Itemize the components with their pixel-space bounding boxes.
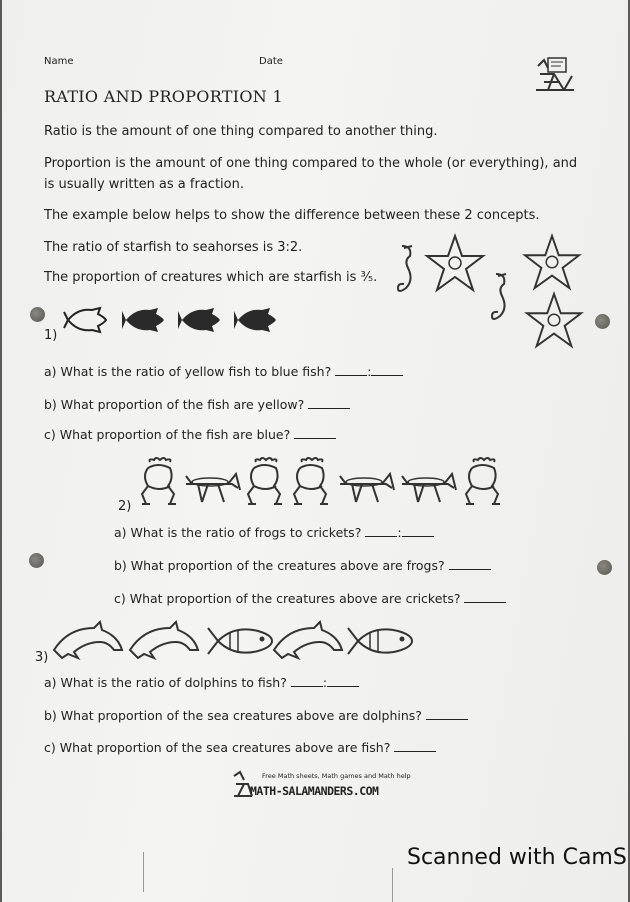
cricket-icon: [398, 470, 458, 506]
fish-icon-outline: [64, 306, 112, 334]
dolphin-icon: [128, 620, 202, 660]
q1c-text: c) What proportion of the fish are blue?: [44, 427, 291, 442]
ratio-separator: :: [397, 525, 402, 540]
footer-site: MATH-SALAMANDERS.COM: [250, 784, 379, 798]
q2a-text: a) What is the ratio of frogs to crickets?: [114, 525, 362, 540]
example-intro: The example below helps to show the difference between these 2 concepts.: [44, 208, 540, 223]
dolphin-icon: [272, 620, 346, 660]
punch-hole: [597, 560, 612, 575]
proportion-definition-line2: is usually written as a fraction.: [44, 177, 244, 192]
q3c-text: c) What proportion of the sea creatures above are fish?: [44, 740, 391, 755]
q3a-answer-blank-2[interactable]: [327, 676, 359, 687]
q1a: [44, 364, 403, 379]
divider: [143, 852, 144, 892]
q1a-answer-blank-2[interactable]: [371, 365, 403, 376]
cricket-icon: [182, 470, 242, 506]
starfish-icon: [522, 234, 582, 292]
q3b-answer-blank[interactable]: [426, 709, 468, 720]
q3c-answer-blank[interactable]: [394, 741, 436, 752]
divider: [392, 868, 393, 902]
q3a-answer-blank-1[interactable]: [291, 676, 323, 687]
section2-number: 2): [118, 499, 132, 514]
cricket-icon: [336, 470, 396, 506]
frog-icon: [460, 458, 506, 508]
date-label: Date: [259, 56, 283, 67]
frog-icon: [136, 458, 182, 508]
q1a-answer-blank-1[interactable]: [335, 365, 367, 376]
q2c: [114, 591, 506, 606]
frog-icon: [242, 458, 288, 508]
tropical-fish-icon: [206, 624, 274, 658]
starfish-icon: [524, 292, 584, 350]
scanner-watermark: Scanned with CamS: [407, 845, 627, 870]
salamander-logo-icon: [534, 56, 578, 94]
q2b-answer-blank[interactable]: [449, 559, 491, 570]
q2a: [114, 525, 434, 540]
example-ratio: The ratio of starfish to seahorses is 3:2.: [44, 240, 303, 255]
q2a-answer-blank-2[interactable]: [402, 526, 434, 537]
page-title: RATIO AND PROPORTION 1: [44, 87, 283, 106]
q1b-text: b) What proportion of the fish are yellow?: [44, 397, 305, 412]
punch-hole: [595, 314, 610, 329]
footer-tagline: Free Math sheets, Math games and Math help: [262, 772, 411, 780]
q1c: [44, 427, 336, 442]
q3b-text: b) What proportion of the sea creatures above are dolphins?: [44, 708, 422, 723]
q1a-text: a) What is the ratio of yellow fish to blue fish?: [44, 364, 332, 379]
q3a-text: a) What is the ratio of dolphins to fish?: [44, 675, 287, 690]
example-proportion: The proportion of creatures which are starfish is ³⁄₅.: [44, 270, 378, 285]
q1c-answer-blank[interactable]: [294, 428, 336, 439]
ratio-separator: :: [367, 364, 372, 379]
ratio-separator: :: [322, 675, 328, 690]
frog-icon: [288, 458, 334, 508]
starfish-icon: [424, 234, 486, 294]
seahorse-icon: [394, 244, 416, 300]
tropical-fish-icon: [346, 624, 414, 658]
q2a-answer-blank-1[interactable]: [365, 526, 397, 537]
fish-icon-filled: [176, 306, 228, 334]
q2b: [114, 558, 491, 573]
q3c: [44, 740, 436, 755]
q3a: [44, 675, 359, 690]
worksheet-page: [2, 0, 628, 902]
q2c-answer-blank[interactable]: [464, 592, 506, 603]
dolphin-icon: [52, 620, 126, 660]
q2c-text: c) What proportion of the creatures above are crickets?: [114, 591, 461, 606]
punch-hole: [30, 307, 45, 322]
fish-icon-filled: [120, 306, 172, 334]
seahorse-icon: [488, 272, 510, 328]
name-label: Name: [44, 56, 74, 67]
proportion-definition-line1: Proportion is the amount of one thing compared to the whole (or everything), and: [44, 156, 578, 171]
section3-number: 3): [35, 650, 49, 665]
q1b-answer-blank[interactable]: [308, 398, 350, 409]
section1-number: 1): [44, 328, 58, 343]
ratio-definition: Ratio is the amount of one thing compared to another thing.: [44, 124, 438, 139]
punch-hole: [29, 553, 44, 568]
fish-icon-filled: [232, 306, 284, 334]
q3b: [44, 708, 468, 723]
q2b-text: b) What proportion of the creatures above are frogs?: [114, 558, 445, 573]
q1b: [44, 397, 350, 412]
